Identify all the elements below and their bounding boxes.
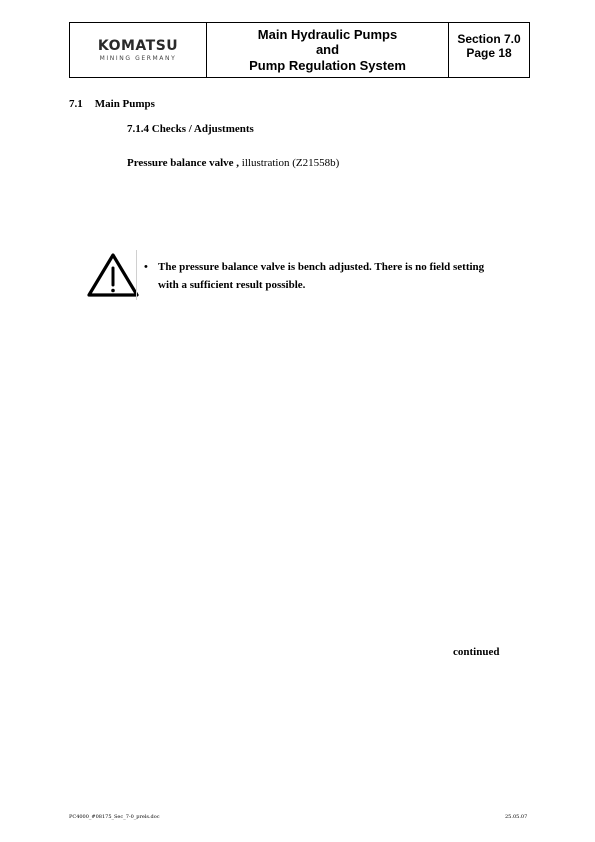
item-title: Pressure balance valve , xyxy=(127,157,240,169)
warning-note xyxy=(144,258,494,294)
title-line-3: Pump Regulation System xyxy=(249,57,406,73)
continued-label: continued xyxy=(453,646,500,658)
warning-text: The pressure balance valve is bench adjusted. There is no field setting with a sufficient result possible. xyxy=(158,261,485,291)
section-heading xyxy=(69,98,155,110)
warning-triangle-icon xyxy=(86,252,140,298)
subsection-heading: 7.1.4 Checks / Adjustments xyxy=(127,123,254,135)
item-line xyxy=(127,157,339,169)
title-line-1: Main Hydraulic Pumps xyxy=(257,26,398,42)
company-logo xyxy=(70,23,207,77)
bullet-icon: • xyxy=(144,261,148,273)
page-number: Page 18 xyxy=(466,46,512,60)
warning-separator xyxy=(136,250,137,300)
section-heading-number: 7.1 xyxy=(69,98,83,110)
logo-wordmark: KOMATSU xyxy=(97,37,179,54)
section-heading-title: Main Pumps xyxy=(94,98,155,110)
footer-date: 25.05.07 xyxy=(505,814,528,820)
document-title xyxy=(207,23,449,77)
section-info xyxy=(449,23,529,77)
item-reference: illustration (Z21558b) xyxy=(239,157,340,169)
section-number: Section 7.0 xyxy=(457,32,521,46)
logo-subtitle: MINING GERMANY xyxy=(99,54,177,62)
footer-filename: PC4000_#08175_Sec_7-0_prels.doc xyxy=(69,814,160,820)
page-header xyxy=(69,22,530,78)
title-line-2: and xyxy=(315,42,340,58)
